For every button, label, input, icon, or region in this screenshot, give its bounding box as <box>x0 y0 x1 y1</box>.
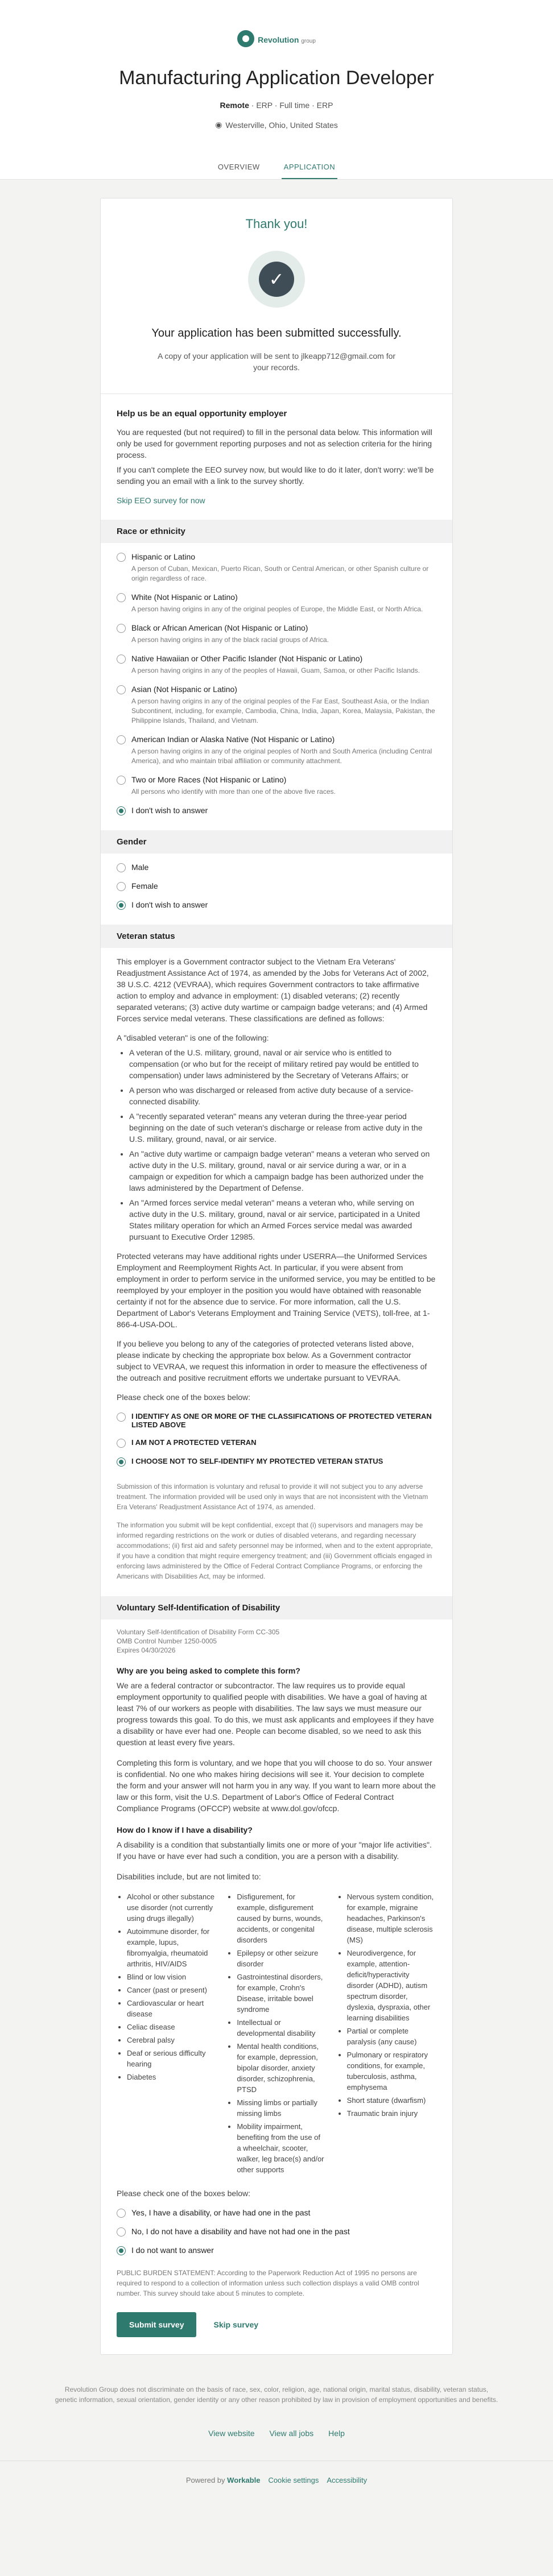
thanks-heading: Thank you! <box>245 217 308 231</box>
gender-option-label: Male <box>131 863 149 872</box>
veteran-request-text: If you believe you belong to any of the categories of protected veterans listed above, please indicate by checking the appropriate box below. As a Government contractor subject to VEVRAA, we request this information in order to measure the effectiveness of the outreach and positive recruitment efforts we undertake pursuant to VEVRAA. <box>117 1339 427 1382</box>
voluntary-text: Completing this form is voluntary, and we hope that you will choose to do so. Your answer is confidential. No one who makes hiring decisions will see it. Your decision to complete the form and your answer will not harm you in any way. If you want to learn more about the law or this form, visit the U.S. Department of Labor's Office of Federal Contract Compliance Programs (OFCCP) website at www.dol.gov/ofccp. <box>117 1758 436 1813</box>
veteran-definitions <box>117 1047 436 1243</box>
help-link[interactable]: Help <box>328 2429 345 2438</box>
disability-radio[interactable] <box>117 2246 126 2255</box>
application-card <box>100 198 453 2355</box>
userra-text: Protected veterans may have additional rights under USERRA—the Uniformed Services Employment and Reemployment Rights Act. In particular, if you were absent from employment in order to perform service in the uniformed service, you may be entitled to be reemployed by your employer in the position you would have obtained with reasonable certainty if not for the absence due to service. For more information, call the U.S. Department of Labor's Veterans Employment and Training Service (VETS), toll-free, at 1-866-4-USA-DOL. <box>117 1252 436 1329</box>
race-heading: Race or ethnicity <box>101 520 452 543</box>
gender-heading: Gender <box>101 830 452 854</box>
checkmark-icon: ✓ <box>259 262 294 297</box>
cookie-settings-link[interactable]: Cookie settings <box>268 2476 319 2484</box>
disabilities-list <box>117 1889 436 2175</box>
race-option-desc: A person of Cuban, Mexican, Puerto Rican, South or Central American, or other Spanish culture or origin regardless of race. <box>131 565 429 582</box>
disability-instruction: Please check one of the boxes below: <box>117 2189 251 2198</box>
disabilities-col-1 <box>117 1889 216 2175</box>
race-radio[interactable] <box>117 806 126 815</box>
powered-by-text: Powered by <box>185 2476 225 2484</box>
disability-item: • Mobility impairment, benefiting from the use of a wheelchair, scooter, walker, leg brace(s) and/or other supports <box>237 2121 326 2175</box>
veteran-option[interactable] <box>117 1438 436 1448</box>
confirmation <box>101 198 452 394</box>
veteran-radio[interactable] <box>117 1439 126 1448</box>
powered-bar <box>0 2461 553 2499</box>
disability-option-label: I do not want to answer <box>131 2246 214 2255</box>
disability-item: • Cerebral palsy <box>127 2035 216 2045</box>
disabilities-intro: Disabilities include, but are not limited to: <box>117 1872 261 1881</box>
survey-actions <box>117 2298 436 2354</box>
disability-option[interactable] <box>117 2246 436 2255</box>
job-title: Manufacturing Application Developer <box>119 67 434 89</box>
disability-item: • Partial or complete paralysis (any cause) <box>347 2026 436 2047</box>
race-option[interactable] <box>117 806 436 815</box>
disability-item: • Mental health conditions, for example, depression, bipolar disorder, anxiety disorder, schizophrenia, PTSD <box>237 2041 326 2095</box>
copy-note-line1: A copy of your application will be sent to jlkeapp712@gmail.com for <box>157 351 396 361</box>
race-radio[interactable] <box>117 735 126 744</box>
gender-radio[interactable] <box>117 901 126 910</box>
race-option-desc: A person having origins in any of the original peoples of Europe, the Middle East, or North Africa. <box>131 605 423 613</box>
eeo-section <box>101 394 452 2354</box>
veteran-radio[interactable] <box>117 1413 126 1422</box>
header <box>0 0 553 180</box>
brand-suffix: group <box>301 38 316 44</box>
veteran-radio[interactable] <box>117 1457 126 1467</box>
race-option-desc: A person having origins in any of the black racial groups of Africa. <box>131 636 329 644</box>
eeo-intro2: If you can't complete the EEO survey now, but would like to do it later, don't worry: we'll be sending you an email with a link to the survey shortly. <box>117 465 434 486</box>
eeo-footer-text: Revolution Group does not discriminate on the basis of race, sex, color, religion, age, national origin, marital status, disability, veteran status, genetic information, sexual orientation, gender identity or any other reason prohibited by law in provision of employment opportunities and benefits. <box>55 2386 498 2404</box>
veteran-heading: Veteran status <box>101 925 452 948</box>
race-option[interactable] <box>117 685 436 694</box>
race-option-label: Hispanic or Latino <box>131 552 196 561</box>
form-expiry: Expires 04/30/2026 <box>117 1646 176 1654</box>
disability-item: • Neurodivergence, for example, attention-deficit/hyperactivity disorder (ADHD), autism spectrum disorder, dyslexia, dyspraxia, other learning disabilities <box>347 1948 436 2023</box>
tab-application[interactable]: APPLICATION <box>282 157 338 179</box>
race-radio[interactable] <box>117 593 126 602</box>
disability-item: • Blind or low vision <box>127 1972 216 1982</box>
race-option[interactable] <box>117 593 436 602</box>
eeo-intro: You are requested (but not required) to fill in the personal data below. This information will only be used for government reporting purposes and not as selection criteria for the hiring process. <box>117 428 432 459</box>
veteran-option-label: I IDENTIFY AS ONE OR MORE OF THE CLASSIFICATIONS OF PROTECTED VETERAN LISTED ABOVE <box>131 1412 432 1429</box>
tab-bar <box>0 157 553 179</box>
how-text: A disability is a condition that substantially limits one or more of your "major life activities". If you have or have ever had such a condition, you are a person with a disability. <box>117 1840 432 1861</box>
race-radio[interactable] <box>117 655 126 664</box>
race-radio[interactable] <box>117 553 126 562</box>
gender-option-label: I don't wish to answer <box>131 900 208 909</box>
race-option[interactable] <box>117 623 436 633</box>
gender-option[interactable] <box>117 863 436 872</box>
race-option-desc: All persons who identify with more than one of the above five races. <box>131 788 336 796</box>
view-website-link[interactable]: View website <box>208 2429 255 2438</box>
race-options <box>117 552 436 815</box>
accessibility-link[interactable]: Accessibility <box>327 2476 368 2484</box>
veteran-definition-item: • An "active duty wartime or campaign badge veteran" means a veteran who served on active duty in the U.S. military, ground, naval or air service during a war, or in a campaign or expedition for which a campaign badge has been authorized under the laws administered by the Department of Defense. <box>129 1148 436 1194</box>
veteran-definition-item: • A veteran of the U.S. military, ground, naval or air service who is entitled to compensation (or who but for the receipt of military retired pay would be entitled to compensation) under laws administered by the Secretary of Veterans Affairs; or <box>129 1047 436 1081</box>
race-option-label: Two or More Races (Not Hispanic or Latino) <box>131 775 287 784</box>
omb-number: OMB Control Number 1250-0005 <box>117 1637 217 1645</box>
race-option-label: Native Hawaiian or Other Pacific Islander (Not Hispanic or Latino) <box>131 654 363 663</box>
disability-item: • Deaf or serious difficulty hearing <box>127 2048 216 2069</box>
brand-name: Revolution <box>258 35 299 44</box>
job-type: Remote <box>220 101 249 110</box>
gender-radio[interactable] <box>117 863 126 872</box>
race-option-desc: A person having origins in any of the original peoples of the Far East, Southeast Asia, or the Indian Subcontinent, including, for example, Cambodia, China, India, Japan, Korea, Malaysia, Pakistan, the Philippine Islands, Thailand, and Vietnam. <box>131 697 435 724</box>
race-option-label: Asian (Not Hispanic or Latino) <box>131 685 237 694</box>
disability-radio[interactable] <box>117 2227 126 2237</box>
disability-options <box>117 2208 436 2255</box>
workable-link[interactable]: Workable <box>227 2476 261 2484</box>
race-option[interactable] <box>117 552 436 562</box>
skip-eeo-link[interactable]: Skip EEO survey for now <box>117 496 205 505</box>
job-meta: Remote · ERP · Full time · ERP <box>220 101 333 110</box>
disability-item: • Autoimmune disorder, for example, lupus, fibromyalgia, rheumatoid arthritis, HIV/AIDS <box>127 1926 216 1969</box>
disability-item: • Cancer (past or present) <box>127 1985 216 1995</box>
disability-item: • Diabetes <box>127 2072 216 2082</box>
race-option-label: American Indian or Alaska Native (Not Hispanic or Latino) <box>131 735 335 744</box>
why-text: We are a federal contractor or subcontractor. The law requires us to provide equal employment opportunity to qualified people with disabilities. We have a goal of having at least 7% of our workers as people with disabilities. The law says we must measure our progress towards this goal. To do this, we must ask applicants and employees if they have a disability or have ever had one. People can become disabled, so we need to ask this question at least every five years. <box>117 1681 434 1747</box>
race-option-label: I don't wish to answer <box>131 806 208 815</box>
success-illustration <box>248 251 305 308</box>
company-logo[interactable] <box>237 27 316 50</box>
why-heading: Why are you being asked to complete this form? <box>117 1666 300 1675</box>
disability-option-label: Yes, I have a disability, or have had one in the past <box>131 2208 311 2217</box>
disability-item: • Cardiovascular or heart disease <box>127 1998 216 2019</box>
form-name: Voluntary Self-Identification of Disability Form CC-305 <box>117 1628 280 1636</box>
race-option-label: White (Not Hispanic or Latino) <box>131 593 238 602</box>
gender-option[interactable] <box>117 881 436 891</box>
eeo-heading: Help us be an equal opportunity employer <box>117 409 287 419</box>
disability-item: • Traumatic brain injury <box>347 2108 436 2119</box>
disability-radio[interactable] <box>117 2209 126 2218</box>
tab-overview[interactable]: OVERVIEW <box>217 163 260 171</box>
submit-survey-button[interactable]: Submit survey <box>117 2312 196 2337</box>
veteran-definition-item: • A "recently separated veteran" means any veteran during the three-year period beginning on the date of such veteran's discharge or release from active duty in the U.S. military, ground, naval, or air service. <box>129 1111 436 1145</box>
disability-item: • Alcohol or other substance use disorder (not currently using drugs illegally) <box>127 1891 216 1924</box>
disability-option[interactable] <box>117 2208 436 2218</box>
veteran-option[interactable] <box>117 1412 436 1429</box>
gender-radio[interactable] <box>117 882 126 891</box>
race-option-desc: A person having origins in any of the original peoples of North and South America (including Central America), and who maintain tribal affiliation or community attachment. <box>131 747 432 765</box>
disability-option[interactable] <box>117 2227 436 2237</box>
veteran-options <box>117 1412 436 1467</box>
disability-item: • Epilepsy or other seizure disorder <box>237 1948 326 1969</box>
disabled-veteran-def: A "disabled veteran" is one of the following: <box>117 1033 269 1042</box>
footer <box>0 2355 553 2520</box>
disability-item: • Nervous system condition, for example, migraine headaches, Parkinson's disease, multiple sclerosis (MS) <box>347 1891 436 1945</box>
race-option[interactable] <box>117 735 436 744</box>
race-radio[interactable] <box>117 685 126 694</box>
disability-heading: Voluntary Self-Identification of Disability <box>101 1596 452 1620</box>
disability-item: • Missing limbs or partially missing limbs <box>237 2097 326 2119</box>
disability-item: • Celiac disease <box>127 2022 216 2032</box>
gender-option[interactable] <box>117 900 436 910</box>
gender-options <box>117 863 436 910</box>
veteran-option-label: I CHOOSE NOT TO SELF-IDENTIFY MY PROTECTED VETERAN STATUS <box>131 1457 383 1465</box>
view-all-jobs-link[interactable]: View all jobs <box>269 2429 314 2438</box>
job-location <box>0 120 553 130</box>
copy-note-line2: your records. <box>253 363 300 372</box>
veteran-instruction: Please check one of the boxes below: <box>117 1393 251 1402</box>
veteran-definition-item: • A person who was discharged or released from active duty because of a service-connected disability. <box>129 1084 436 1107</box>
job-tags: ERP · Full time · ERP <box>256 101 333 110</box>
veteran-voluntary-note: Submission of this information is voluntary and refusal to provide it will not subject you to any adverse treatment. The information provided will be used only in ways that are not inconsistent with the Vietnam Era Veterans' Readjustment Assistance Act of 1974, as amended. <box>117 1482 428 1511</box>
location-pin-icon: ◉ <box>215 120 222 129</box>
how-heading: How do I know if I have a disability? <box>117 1825 253 1834</box>
disability-item: • Disfigurement, for example, disfigurement caused by burns, wounds, accidents, or congenital disorders <box>237 1891 326 1945</box>
veteran-confidential-note: The information you submit will be kept confidential, except that (i) supervisors and managers may be informed regarding restrictions on the work or duties of disabled veterans, and regarding necessary accommodations; (ii) first aid and safety personnel may be informed, when and to the extent appropriate, if you have a condition that might require emergency treatment; and (iii) Government officials engaged in enforcing laws administered by the Office of Federal Contract Compliance Programs, or enforcing the Americans with Disabilities Act, may be informed. <box>117 1521 433 1580</box>
veteran-intro: This employer is a Government contractor subject to the Vietnam Era Veterans' Readjustment Assistance Act of 1974, as amended by the Jobs for Veterans Act of 2002, 38 U.S.C. 4212 (VEVRAA), which requires Government contractors to take affirmative action to employ and advance in employment: (1) disabled veterans; (2) recently separated veterans; (3) active duty wartime or campaign badge veterans; and (4) Armed Forces service medal veterans. These classifications are defined as follows: <box>117 957 429 1023</box>
footer-links <box>0 2429 553 2438</box>
race-radio[interactable] <box>117 624 126 633</box>
burden-statement: PUBLIC BURDEN STATEMENT: According to the Paperwork Reduction Act of 1995 no persons are required to respond to a collection of information unless such collection displays a valid OMB control number. This survey should take about 5 minutes to complete. <box>117 2269 419 2297</box>
disability-item: • Short stature (dwarfism) <box>347 2095 436 2106</box>
skip-survey-link[interactable]: Skip survey <box>213 2320 259 2329</box>
veteran-option-label: I AM NOT A PROTECTED VETERAN <box>131 1438 257 1447</box>
disability-item: • Gastrointestinal disorders, for example, Crohn's Disease, irritable bowel syndrome <box>237 1972 326 2015</box>
logo-mark-icon <box>237 30 254 47</box>
race-option[interactable] <box>117 654 436 664</box>
disability-option-label: No, I do not have a disability and have not had one in the past <box>131 2227 350 2236</box>
disabilities-col-2 <box>226 1889 326 2175</box>
veteran-option[interactable] <box>117 1457 436 1467</box>
race-option-desc: A person having origins in any of the peoples of Hawaii, Guam, Samoa, or other Pacific Islands. <box>131 666 420 674</box>
race-radio[interactable] <box>117 776 126 785</box>
race-option-label: Black or African American (Not Hispanic or Latino) <box>131 623 308 632</box>
gender-option-label: Female <box>131 881 158 891</box>
location-text: Westerville, Ohio, United States <box>225 120 338 130</box>
success-title: Your application has been submitted successfully. <box>151 327 402 339</box>
race-option[interactable] <box>117 775 436 785</box>
disability-item: • Intellectual or developmental disability <box>237 2017 326 2039</box>
disability-item: • Pulmonary or respiratory conditions, for example, tuberculosis, asthma, emphysema <box>347 2049 436 2093</box>
disabilities-col-3 <box>337 1889 436 2175</box>
veteran-definition-item: • An "Armed forces service medal veteran" means a veteran who, while serving on active duty in the U.S. military, ground, naval or air service, participated in a United States military operation for which an Armed Forces service medal was awarded pursuant to Executive Order 12985. <box>129 1197 436 1243</box>
